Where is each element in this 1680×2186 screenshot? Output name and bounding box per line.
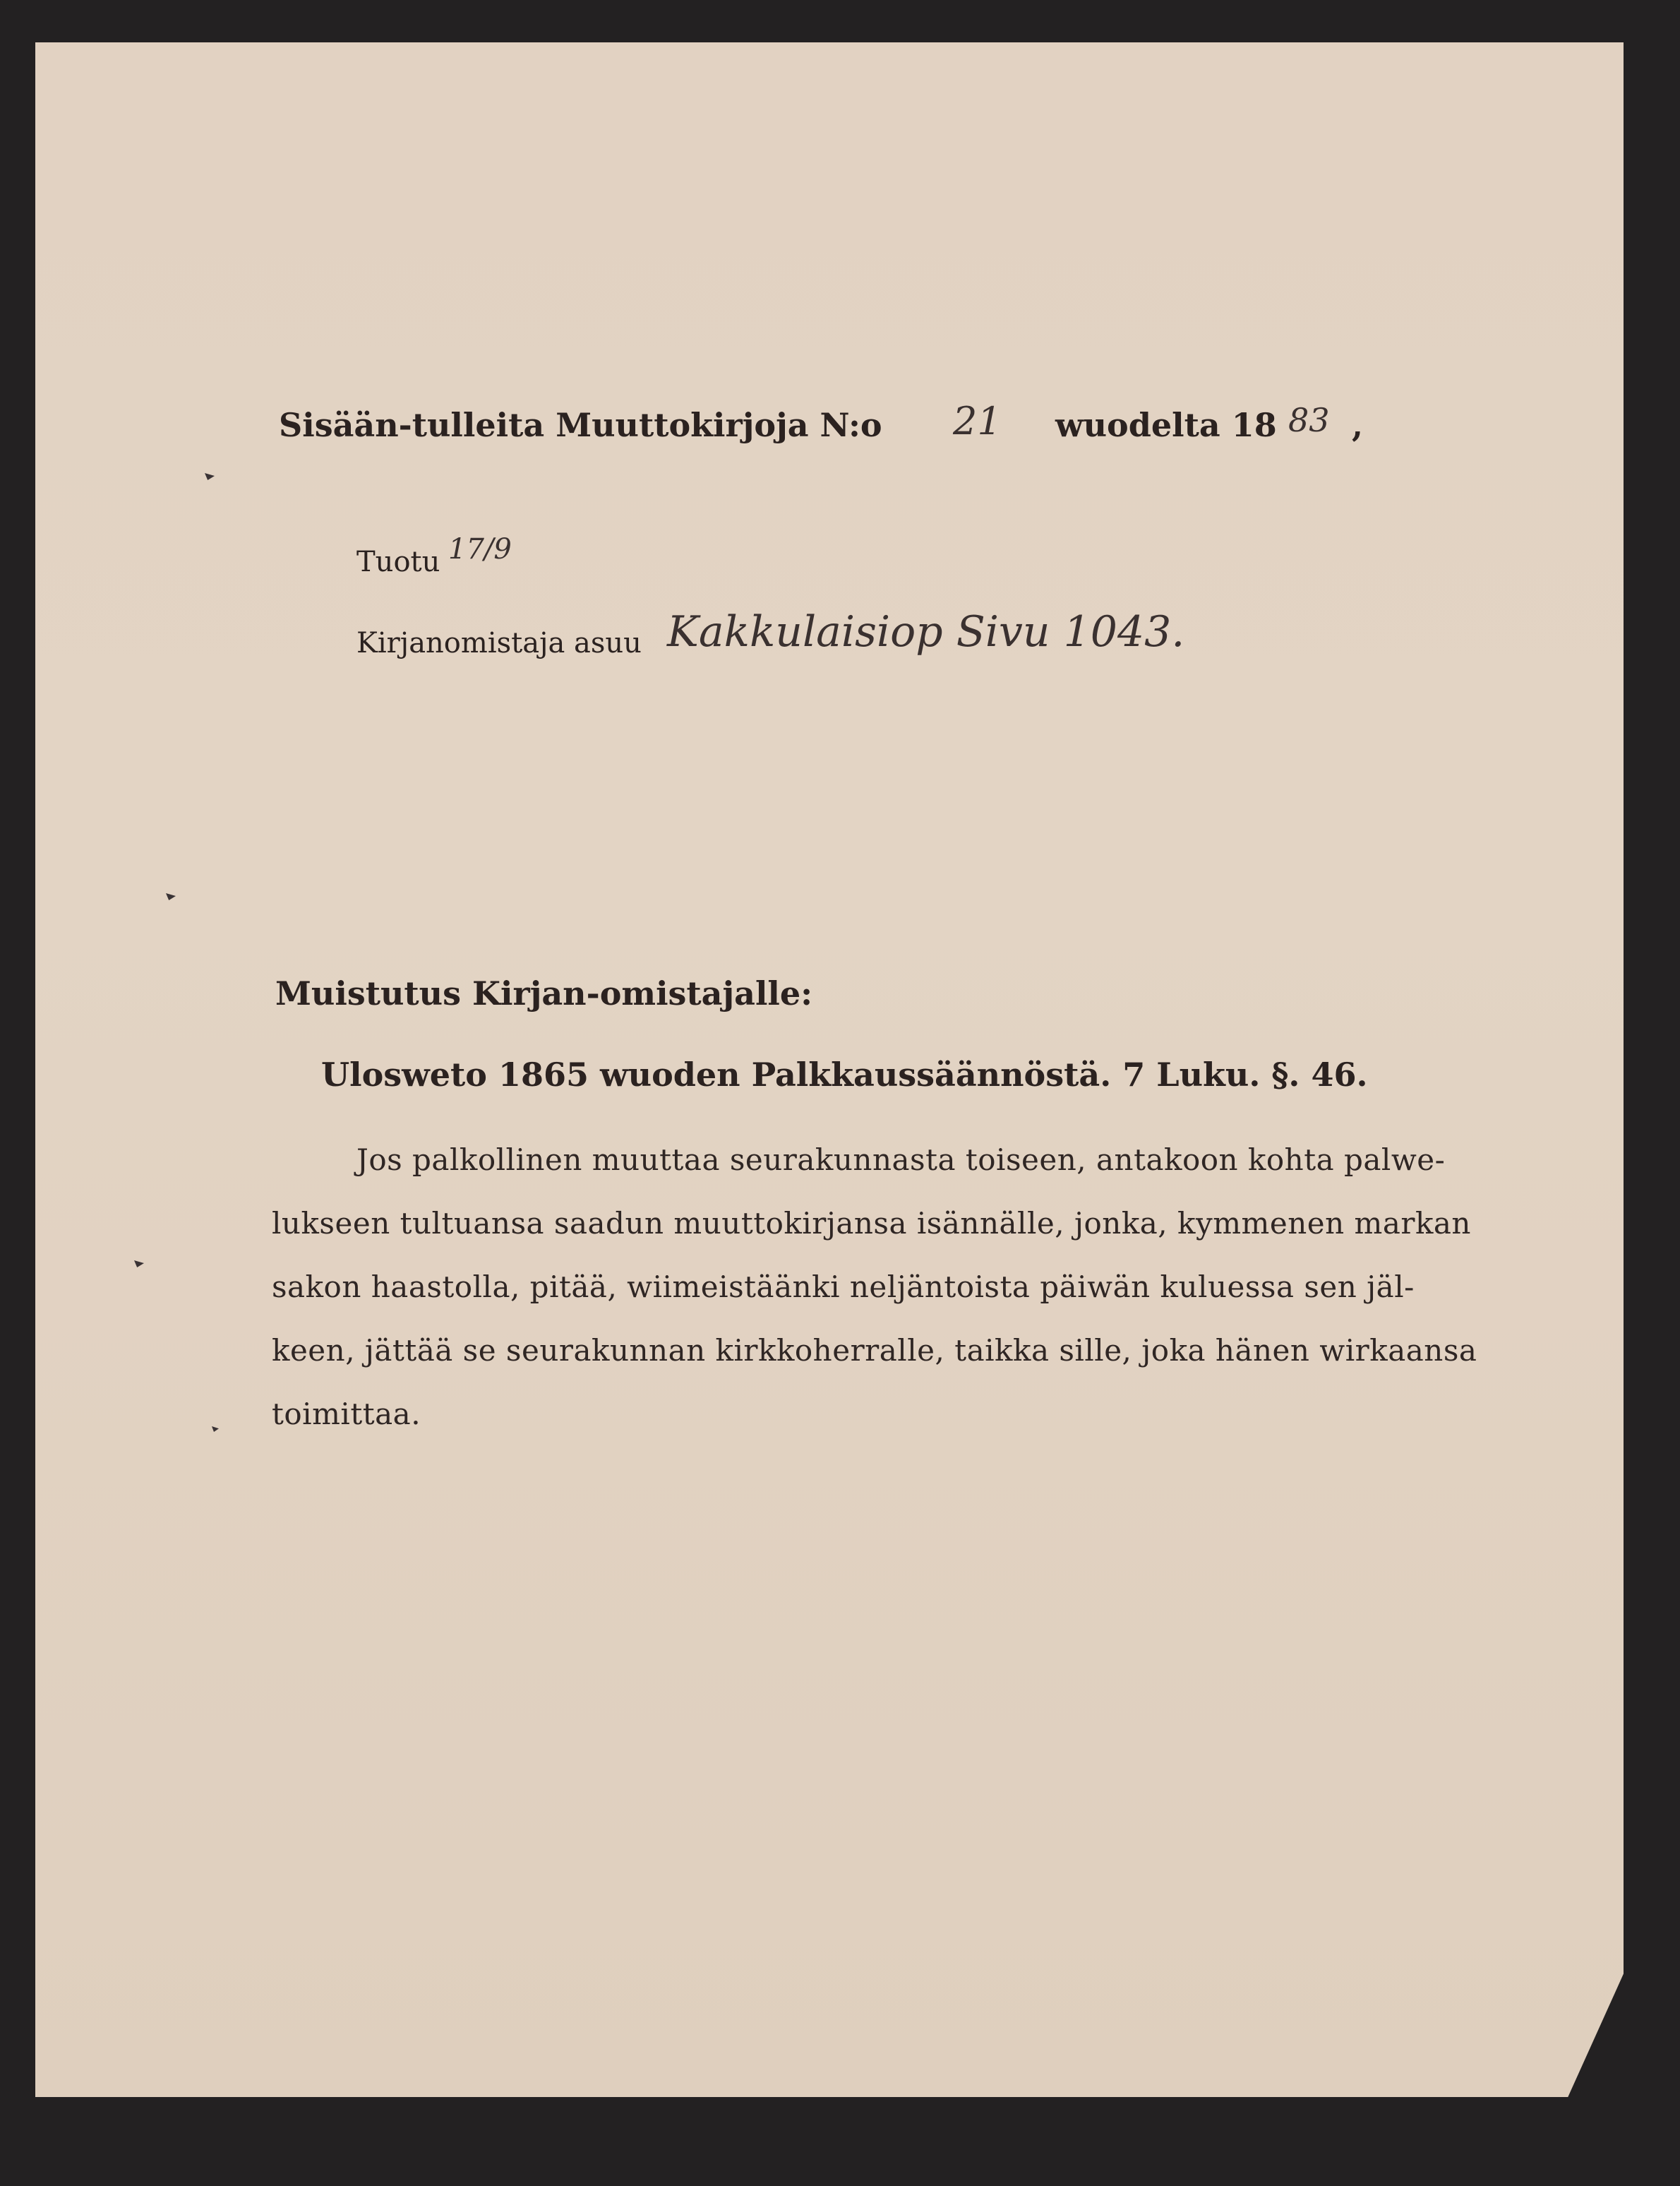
reminder-subtitle: Ulosweto 1865 wuoden Palkkaussäännöstä. 7 Luku. §. 46. [321, 1056, 1368, 1094]
reminder-line: sakon haastolla, pitää, wiimeistäänki neljäntoista päiwän kuluessa sen jäl- [272, 1270, 1415, 1304]
tuotu-row [356, 526, 639, 590]
header-title: Sisään-tulleita Muuttokirjoja N:o [279, 406, 882, 444]
header-comma: , [1352, 406, 1364, 444]
register-number: 21 [953, 399, 1002, 443]
reminder-line: keen, jättää se seurakunnan kirkkoherralle, taikka sille, joka hänen wirkaansa [272, 1333, 1477, 1368]
header-line [279, 395, 1408, 459]
reminder-title: Muistutus Kirjan-omistajalle: [275, 974, 813, 1013]
header-year-label: wuodelta 18 [1055, 406, 1277, 444]
reminder-line: toimittaa. [272, 1397, 421, 1431]
register-year: 83 [1288, 401, 1330, 439]
reminder-line: lukseen tultuansa saadun muuttokirjansa isännälle, jonka, kymmenen markan [272, 1206, 1471, 1241]
owner-label: Kirjanomistaja asuu [356, 627, 642, 659]
tuotu-label: Tuotu [356, 546, 440, 578]
reminder-line: Jos palkollinen muuttaa seurakunnasta toiseen, antakoon kohta palwe- [356, 1142, 1446, 1177]
owner-row [356, 593, 1345, 692]
owner-residence: Kakkulaisiop Sivu 1043. [667, 607, 1185, 657]
tuotu-date: 17/9 [448, 533, 512, 566]
